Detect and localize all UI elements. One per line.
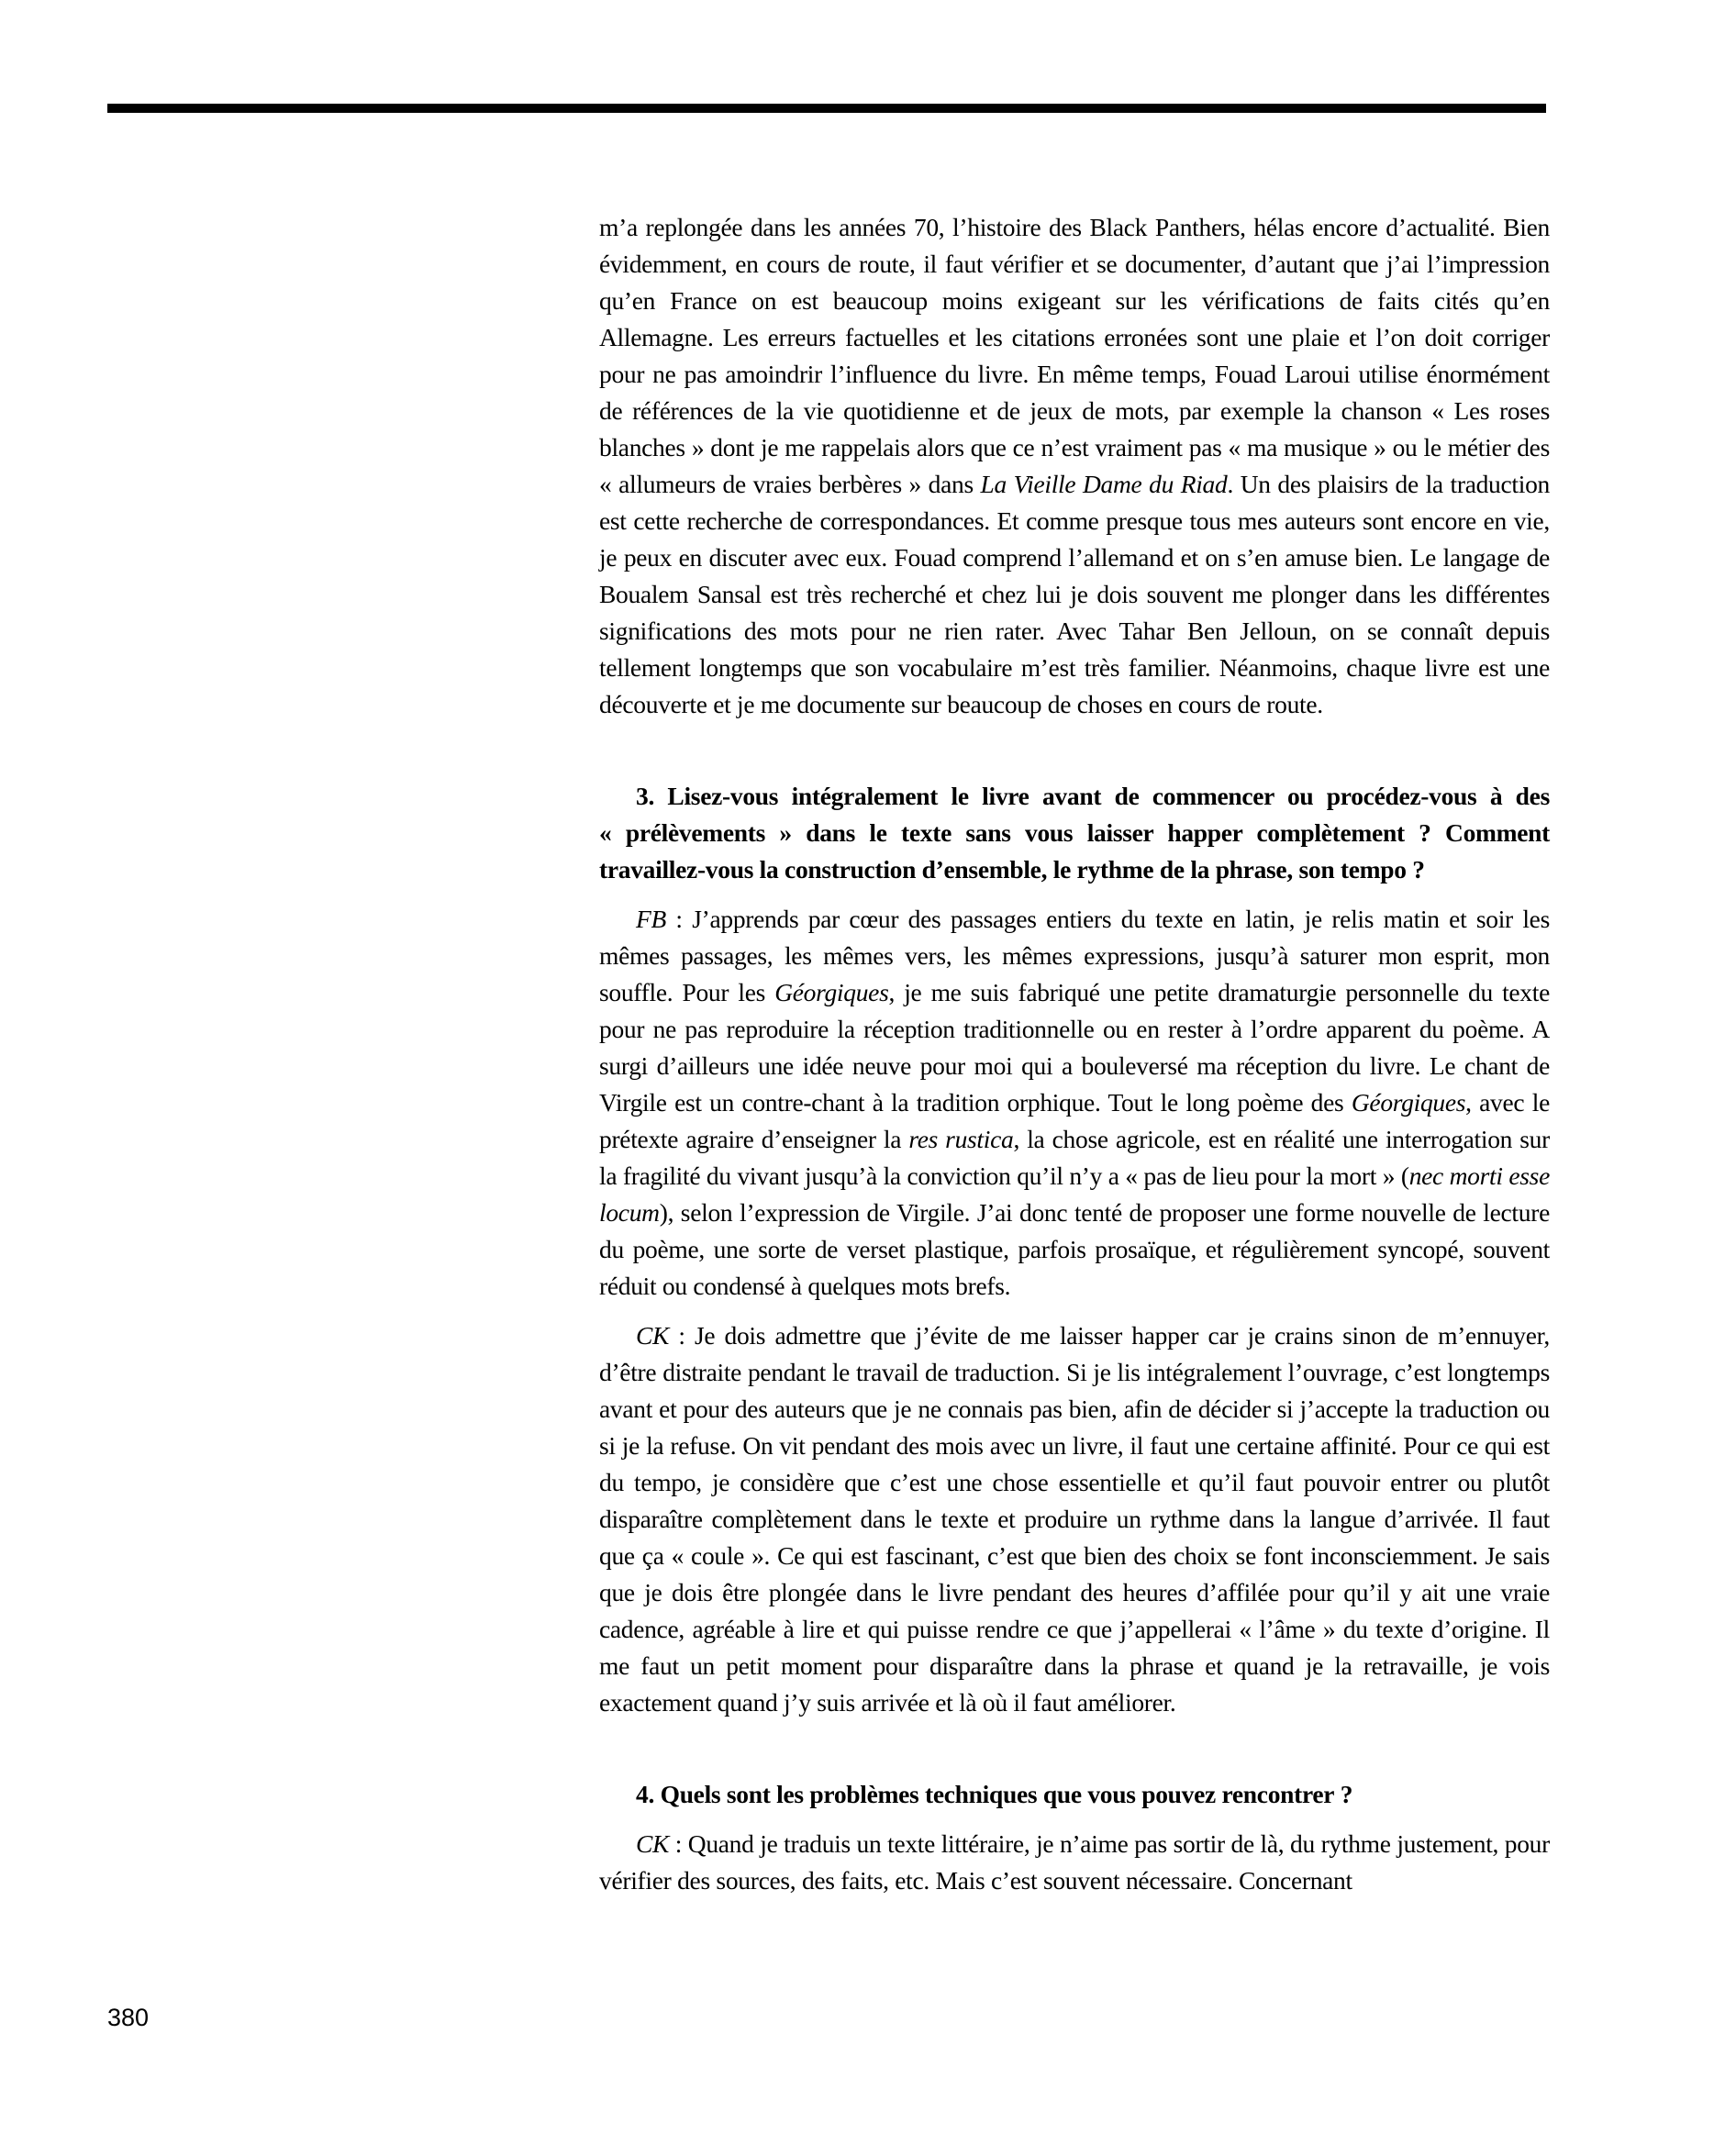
question-heading xyxy=(599,1776,1550,1813)
body-paragraph xyxy=(599,901,1550,1305)
body-paragraph xyxy=(599,1826,1550,1899)
italic-text-run: nec morti esse locum xyxy=(599,1161,1550,1227)
text-run: . Un des plaisirs de la traduction est cette recherche de correspondances. Et comme presque tous mes auteurs sont encore en vie, je peux en discuter avec eux. Fouad comprend l’allemand et on s’en amuse bien. Le langage de Boualem Sansal est très recherché et chez lui je dois souvent me plonger dans les différentes significations des mots pour ne rien rater. Avec Tahar Ben Jelloun, on se connaît depuis tellement longtemps que son vocabulaire m’est très familier. Néanmoins, chaque livre est une découverte et je me documente sur beaucoup de choses en cours de route. xyxy=(599,470,1550,718)
text-run: , avec le prétexte agraire d’enseigner la xyxy=(599,1088,1550,1153)
text-run: : J’apprends par cœur des passages entiers du texte en latin, je relis matin et soir les mêmes passages, les mêmes vers, les mêmes expressions, jusqu’à saturer mon esprit, mon souffle. Pour les xyxy=(599,905,1550,1006)
text-run: : Je dois admettre que j’évite de me laisser happer car je crains sinon de m’ennuyer, d’être distraite pendant le travail de traduction. Si je lis intégralement l’ouvrage, c’est longtemps avant et pour des auteurs que je ne connais pas bien, afin de décider si j’accepte la traduction ou si je la refuse. On vit pendant des mois avec un livre, il faut une certaine affinité. Pour ce qui est du tempo, je considère que c’est une chose essentielle et qu’il faut pouvoir entrer ou plutôt disparaître complètement dans le texte et produire un rythme dans la langue d’arrivée. Il faut que ça « coule ». Ce qui est fascinant, c’est que bien des choix se font inconsciemment. Je sais que je dois être plongée dans le livre pendant des heures d’affilée pour qu’il y ait une vraie cadence, agréable à lire et qui puisse rendre ce que j’appellerai « l’âme » du texte d’origine. Il me faut un petit moment pour disparaître dans la phrase et quand je la retravaille, je vois exactement quand j’y suis arrivée et là où il faut améliorer. xyxy=(599,1321,1550,1717)
italic-text-run: La Vieille Dame du Riad xyxy=(980,470,1228,498)
italic-text-run: FB xyxy=(636,905,666,933)
page-number: 380 xyxy=(107,2004,150,2031)
body-paragraph xyxy=(599,1317,1550,1721)
text-run: , je me suis fabriqué une petite dramaturgie personnelle du texte pour ne pas reproduire la réception traditionnelle ou en rester à l’ordre apparent du poème. A surgi d’ailleurs une idée neuve pour moi qui a bouleversé ma réception du livre. Le chant de Virgile est un contre-chant à la tradition orphique. Tout le long poème des xyxy=(599,978,1551,1117)
question-heading xyxy=(599,778,1550,888)
text-run: , la chose agricole, est en réalité une interrogation sur la fragilité du vivant jusqu’à la conviction qu’il n’y a « pas de lieu pour la mort » ( xyxy=(599,1125,1550,1190)
italic-text-run: CK xyxy=(636,1829,670,1858)
italic-text-run: res rustica xyxy=(908,1125,1014,1153)
italic-text-run: Géorgiques xyxy=(1351,1088,1466,1117)
chapter-divider-rule xyxy=(107,104,1546,113)
italic-text-run: Géorgiques xyxy=(774,978,889,1006)
text-blocks xyxy=(599,209,1550,1899)
text-run: 4. Quels sont les problèmes techniques que vous pouvez rencontrer ? xyxy=(636,1780,1353,1808)
italic-text-run: CK xyxy=(636,1321,670,1350)
text-run: 3. Lisez-vous intégralement le livre avant de commencer ou procédez-vous à des « prélèvements » dans le texte sans vous laisser happer complètement ? Comment travaillez-vous la construction d’ensemble, le rythme de la phrase, son tempo ? xyxy=(599,782,1550,884)
body-paragraph xyxy=(599,209,1550,723)
text-run: m’a replongée dans les années 70, l’histoire des Black Panthers, hélas encore d’actualité. Bien évidemment, en cours de route, il faut vérifier et se documenter, d’autant que j’ai l’impression qu’en France on est beaucoup moins exigeant sur les vérifications de faits cités qu’en Allemagne. Les erreurs factuelles et les citations erronées sont une plaie et l’on doit corriger pour ne pas amoindrir l’influence du livre. En même temps, Fouad Laroui utilise énormément de références de la vie quotidienne et de jeux de mots, par exemple la chanson « Les roses blanches » dont je me rappelais alors que ce n’est vraiment pas « ma musique » ou le métier des « allumeurs de vraies berbères » dans xyxy=(599,213,1550,498)
text-run: : Quand je traduis un texte littéraire, je n’aime pas sortir de là, du rythme justement, pour vérifier des sources, des faits, etc. Mais c’est souvent nécessaire. Concernant xyxy=(599,1829,1550,1895)
text-run: ), selon l’expression de Virgile. J’ai donc tenté de proposer une forme nouvelle de lecture du poème, une sorte de verset plastique, parfois prosaïque, et régulièrement syncopé, souvent réduit ou condensé à quelques mots brefs. xyxy=(599,1198,1550,1300)
